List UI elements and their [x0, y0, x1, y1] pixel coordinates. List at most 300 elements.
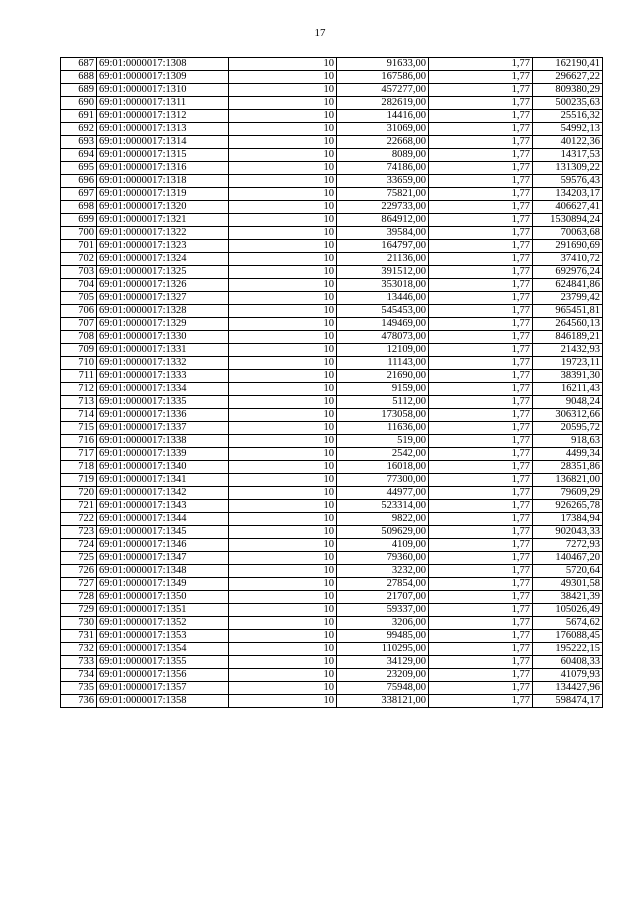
table-row: [61, 461, 603, 474]
value-cell: 134427,96: [533, 682, 603, 695]
area-cell: 519,00: [337, 435, 429, 448]
area-cell: 391512,00: [337, 266, 429, 279]
cadastral-number-cell: 69:01:0000017:1308: [97, 58, 229, 71]
value-cell: 1530894,24: [533, 214, 603, 227]
table-row: [61, 383, 603, 396]
row-number-cell: 705: [61, 292, 97, 305]
value-cell: 306312,66: [533, 409, 603, 422]
area-cell: 478073,00: [337, 331, 429, 344]
area-cell: 509629,00: [337, 526, 429, 539]
rate-cell: 1,77: [429, 240, 533, 253]
row-number-cell: 729: [61, 604, 97, 617]
group-cell: 10: [229, 552, 337, 565]
cadastral-number-cell: 69:01:0000017:1331: [97, 344, 229, 357]
table-row: [61, 474, 603, 487]
cadastral-number-cell: 69:01:0000017:1319: [97, 188, 229, 201]
value-cell: 21432,93: [533, 344, 603, 357]
table-row: [61, 617, 603, 630]
table-row: [61, 695, 603, 708]
rate-cell: 1,77: [429, 97, 533, 110]
cadastral-number-cell: 69:01:0000017:1356: [97, 669, 229, 682]
group-cell: 10: [229, 84, 337, 97]
value-cell: 809380,29: [533, 84, 603, 97]
table-row: [61, 227, 603, 240]
table-row: [61, 422, 603, 435]
rate-cell: 1,77: [429, 461, 533, 474]
table-row: [61, 565, 603, 578]
rate-cell: 1,77: [429, 318, 533, 331]
group-cell: 10: [229, 396, 337, 409]
cadastral-number-cell: 69:01:0000017:1347: [97, 552, 229, 565]
value-cell: 162190,41: [533, 58, 603, 71]
table-row: [61, 110, 603, 123]
table-row: [61, 539, 603, 552]
area-cell: 44977,00: [337, 487, 429, 500]
cadastral-number-cell: 69:01:0000017:1318: [97, 175, 229, 188]
rate-cell: 1,77: [429, 682, 533, 695]
group-cell: 10: [229, 526, 337, 539]
rate-cell: 1,77: [429, 292, 533, 305]
cadastral-number-cell: 69:01:0000017:1320: [97, 201, 229, 214]
cadastral-number-cell: 69:01:0000017:1337: [97, 422, 229, 435]
group-cell: 10: [229, 58, 337, 71]
rate-cell: 1,77: [429, 279, 533, 292]
cadastral-value-table: [60, 57, 603, 708]
area-cell: 4109,00: [337, 539, 429, 552]
value-cell: 131309,22: [533, 162, 603, 175]
rate-cell: 1,77: [429, 201, 533, 214]
value-cell: 134203,17: [533, 188, 603, 201]
area-cell: 21707,00: [337, 591, 429, 604]
value-cell: 195222,15: [533, 643, 603, 656]
cadastral-number-cell: 69:01:0000017:1355: [97, 656, 229, 669]
cadastral-number-cell: 69:01:0000017:1328: [97, 305, 229, 318]
rate-cell: 1,77: [429, 214, 533, 227]
row-number-cell: 708: [61, 331, 97, 344]
area-cell: 523314,00: [337, 500, 429, 513]
value-cell: 14317,53: [533, 149, 603, 162]
area-cell: 31069,00: [337, 123, 429, 136]
area-cell: 99485,00: [337, 630, 429, 643]
row-number-cell: 735: [61, 682, 97, 695]
group-cell: 10: [229, 227, 337, 240]
value-cell: 38391,30: [533, 370, 603, 383]
rate-cell: 1,77: [429, 84, 533, 97]
area-cell: 74186,00: [337, 162, 429, 175]
row-number-cell: 701: [61, 240, 97, 253]
area-cell: 34129,00: [337, 656, 429, 669]
area-cell: 149469,00: [337, 318, 429, 331]
area-cell: 39584,00: [337, 227, 429, 240]
group-cell: 10: [229, 162, 337, 175]
value-cell: 140467,20: [533, 552, 603, 565]
cadastral-number-cell: 69:01:0000017:1333: [97, 370, 229, 383]
row-number-cell: 714: [61, 409, 97, 422]
value-cell: 54992,13: [533, 123, 603, 136]
rate-cell: 1,77: [429, 448, 533, 461]
table-row: [61, 149, 603, 162]
rate-cell: 1,77: [429, 136, 533, 149]
table-row: [61, 162, 603, 175]
group-cell: 10: [229, 175, 337, 188]
table-row: [61, 84, 603, 97]
group-cell: 10: [229, 357, 337, 370]
rate-cell: 1,77: [429, 539, 533, 552]
area-cell: 282619,00: [337, 97, 429, 110]
rate-cell: 1,77: [429, 253, 533, 266]
area-cell: 21690,00: [337, 370, 429, 383]
row-number-cell: 732: [61, 643, 97, 656]
cadastral-number-cell: 69:01:0000017:1340: [97, 461, 229, 474]
value-cell: 406627,41: [533, 201, 603, 214]
group-cell: 10: [229, 97, 337, 110]
rate-cell: 1,77: [429, 695, 533, 708]
value-cell: 296627,22: [533, 71, 603, 84]
rate-cell: 1,77: [429, 149, 533, 162]
area-cell: 91633,00: [337, 58, 429, 71]
rate-cell: 1,77: [429, 578, 533, 591]
value-cell: 136821,00: [533, 474, 603, 487]
rate-cell: 1,77: [429, 487, 533, 500]
group-cell: 10: [229, 188, 337, 201]
table-row: [61, 578, 603, 591]
value-cell: 19723,11: [533, 357, 603, 370]
table-row: [61, 630, 603, 643]
value-cell: 291690,69: [533, 240, 603, 253]
area-cell: 8089,00: [337, 149, 429, 162]
group-cell: 10: [229, 214, 337, 227]
row-number-cell: 707: [61, 318, 97, 331]
row-number-cell: 722: [61, 513, 97, 526]
cadastral-number-cell: 69:01:0000017:1349: [97, 578, 229, 591]
group-cell: 10: [229, 513, 337, 526]
table-row: [61, 591, 603, 604]
row-number-cell: 698: [61, 201, 97, 214]
row-number-cell: 693: [61, 136, 97, 149]
rate-cell: 1,77: [429, 357, 533, 370]
rate-cell: 1,77: [429, 604, 533, 617]
row-number-cell: 702: [61, 253, 97, 266]
group-cell: 10: [229, 656, 337, 669]
cadastral-number-cell: 69:01:0000017:1321: [97, 214, 229, 227]
group-cell: 10: [229, 370, 337, 383]
cadastral-number-cell: 69:01:0000017:1352: [97, 617, 229, 630]
value-cell: 965451,81: [533, 305, 603, 318]
rate-cell: 1,77: [429, 617, 533, 630]
area-cell: 11143,00: [337, 357, 429, 370]
row-number-cell: 688: [61, 71, 97, 84]
group-cell: 10: [229, 539, 337, 552]
cadastral-number-cell: 69:01:0000017:1339: [97, 448, 229, 461]
area-cell: 13446,00: [337, 292, 429, 305]
cadastral-number-cell: 69:01:0000017:1312: [97, 110, 229, 123]
group-cell: 10: [229, 422, 337, 435]
table-row: [61, 682, 603, 695]
cadastral-number-cell: 69:01:0000017:1310: [97, 84, 229, 97]
area-cell: 2542,00: [337, 448, 429, 461]
cadastral-number-cell: 69:01:0000017:1327: [97, 292, 229, 305]
row-number-cell: 721: [61, 500, 97, 513]
value-cell: 264560,13: [533, 318, 603, 331]
row-number-cell: 727: [61, 578, 97, 591]
rate-cell: 1,77: [429, 71, 533, 84]
group-cell: 10: [229, 669, 337, 682]
area-cell: 16018,00: [337, 461, 429, 474]
value-cell: 28351,86: [533, 461, 603, 474]
value-cell: 20595,72: [533, 422, 603, 435]
group-cell: 10: [229, 630, 337, 643]
area-cell: 9159,00: [337, 383, 429, 396]
table-row: [61, 357, 603, 370]
value-cell: 926265,78: [533, 500, 603, 513]
table-row: [61, 123, 603, 136]
table-row: [61, 175, 603, 188]
area-cell: 3232,00: [337, 565, 429, 578]
area-cell: 167586,00: [337, 71, 429, 84]
rate-cell: 1,77: [429, 58, 533, 71]
value-cell: 902043,33: [533, 526, 603, 539]
row-number-cell: 703: [61, 266, 97, 279]
group-cell: 10: [229, 123, 337, 136]
area-cell: 33659,00: [337, 175, 429, 188]
value-cell: 846189,21: [533, 331, 603, 344]
cadastral-number-cell: 69:01:0000017:1353: [97, 630, 229, 643]
group-cell: 10: [229, 149, 337, 162]
row-number-cell: 689: [61, 84, 97, 97]
value-cell: 79609,29: [533, 487, 603, 500]
value-cell: 692976,24: [533, 266, 603, 279]
cadastral-number-cell: 69:01:0000017:1329: [97, 318, 229, 331]
rate-cell: 1,77: [429, 344, 533, 357]
group-cell: 10: [229, 474, 337, 487]
row-number-cell: 720: [61, 487, 97, 500]
row-number-cell: 694: [61, 149, 97, 162]
row-number-cell: 726: [61, 565, 97, 578]
rate-cell: 1,77: [429, 656, 533, 669]
rate-cell: 1,77: [429, 175, 533, 188]
row-number-cell: 723: [61, 526, 97, 539]
row-number-cell: 724: [61, 539, 97, 552]
area-cell: 79360,00: [337, 552, 429, 565]
row-number-cell: 716: [61, 435, 97, 448]
row-number-cell: 718: [61, 461, 97, 474]
table-row: [61, 214, 603, 227]
rate-cell: 1,77: [429, 630, 533, 643]
rate-cell: 1,77: [429, 669, 533, 682]
group-cell: 10: [229, 487, 337, 500]
table-row: [61, 201, 603, 214]
cadastral-number-cell: 69:01:0000017:1348: [97, 565, 229, 578]
rate-cell: 1,77: [429, 422, 533, 435]
cadastral-number-cell: 69:01:0000017:1354: [97, 643, 229, 656]
group-cell: 10: [229, 136, 337, 149]
value-cell: 5674,62: [533, 617, 603, 630]
cadastral-number-cell: 69:01:0000017:1325: [97, 266, 229, 279]
row-number-cell: 719: [61, 474, 97, 487]
cadastral-number-cell: 69:01:0000017:1351: [97, 604, 229, 617]
value-cell: 17384,94: [533, 513, 603, 526]
group-cell: 10: [229, 383, 337, 396]
table-row: [61, 526, 603, 539]
value-cell: 5720,64: [533, 565, 603, 578]
rate-cell: 1,77: [429, 500, 533, 513]
area-cell: 23209,00: [337, 669, 429, 682]
rate-cell: 1,77: [429, 227, 533, 240]
value-cell: 49301,58: [533, 578, 603, 591]
group-cell: 10: [229, 110, 337, 123]
group-cell: 10: [229, 565, 337, 578]
table-row: [61, 344, 603, 357]
table-row: [61, 292, 603, 305]
row-number-cell: 712: [61, 383, 97, 396]
table-row: [61, 370, 603, 383]
rate-cell: 1,77: [429, 188, 533, 201]
area-cell: 75821,00: [337, 188, 429, 201]
cadastral-number-cell: 69:01:0000017:1350: [97, 591, 229, 604]
cadastral-number-cell: 69:01:0000017:1326: [97, 279, 229, 292]
table-row: [61, 240, 603, 253]
cadastral-number-cell: 69:01:0000017:1311: [97, 97, 229, 110]
value-cell: 918,63: [533, 435, 603, 448]
table-row: [61, 552, 603, 565]
cadastral-number-cell: 69:01:0000017:1332: [97, 357, 229, 370]
value-cell: 38421,39: [533, 591, 603, 604]
table-row: [61, 409, 603, 422]
table-row: [61, 136, 603, 149]
group-cell: 10: [229, 240, 337, 253]
area-cell: 77300,00: [337, 474, 429, 487]
area-cell: 12109,00: [337, 344, 429, 357]
group-cell: 10: [229, 500, 337, 513]
row-number-cell: 695: [61, 162, 97, 175]
group-cell: 10: [229, 591, 337, 604]
group-cell: 10: [229, 461, 337, 474]
table-row: [61, 188, 603, 201]
table-row: [61, 669, 603, 682]
rate-cell: 1,77: [429, 552, 533, 565]
cadastral-number-cell: 69:01:0000017:1358: [97, 695, 229, 708]
value-cell: 7272,93: [533, 539, 603, 552]
row-number-cell: 697: [61, 188, 97, 201]
row-number-cell: 730: [61, 617, 97, 630]
value-cell: 500235,63: [533, 97, 603, 110]
group-cell: 10: [229, 71, 337, 84]
value-cell: 16211,43: [533, 383, 603, 396]
table-row: [61, 435, 603, 448]
cadastral-number-cell: 69:01:0000017:1342: [97, 487, 229, 500]
table-row: [61, 279, 603, 292]
area-cell: 59337,00: [337, 604, 429, 617]
table-row: [61, 305, 603, 318]
row-number-cell: 733: [61, 656, 97, 669]
group-cell: 10: [229, 617, 337, 630]
cadastral-number-cell: 69:01:0000017:1346: [97, 539, 229, 552]
table-row: [61, 448, 603, 461]
value-cell: 60408,33: [533, 656, 603, 669]
row-number-cell: 687: [61, 58, 97, 71]
value-cell: 4499,34: [533, 448, 603, 461]
area-cell: 21136,00: [337, 253, 429, 266]
value-cell: 41079,93: [533, 669, 603, 682]
row-number-cell: 706: [61, 305, 97, 318]
cadastral-number-cell: 69:01:0000017:1341: [97, 474, 229, 487]
area-cell: 14416,00: [337, 110, 429, 123]
row-number-cell: 692: [61, 123, 97, 136]
cadastral-number-cell: 69:01:0000017:1330: [97, 331, 229, 344]
value-cell: 40122,36: [533, 136, 603, 149]
cadastral-number-cell: 69:01:0000017:1316: [97, 162, 229, 175]
group-cell: 10: [229, 318, 337, 331]
rate-cell: 1,77: [429, 435, 533, 448]
row-number-cell: 715: [61, 422, 97, 435]
table-row: [61, 266, 603, 279]
cadastral-number-cell: 69:01:0000017:1338: [97, 435, 229, 448]
cadastral-number-cell: 69:01:0000017:1336: [97, 409, 229, 422]
rate-cell: 1,77: [429, 383, 533, 396]
value-cell: 25516,32: [533, 110, 603, 123]
group-cell: 10: [229, 201, 337, 214]
cadastral-number-cell: 69:01:0000017:1314: [97, 136, 229, 149]
rate-cell: 1,77: [429, 396, 533, 409]
area-cell: 173058,00: [337, 409, 429, 422]
row-number-cell: 696: [61, 175, 97, 188]
row-number-cell: 711: [61, 370, 97, 383]
row-number-cell: 728: [61, 591, 97, 604]
area-cell: 164797,00: [337, 240, 429, 253]
row-number-cell: 731: [61, 630, 97, 643]
rate-cell: 1,77: [429, 331, 533, 344]
cadastral-number-cell: 69:01:0000017:1335: [97, 396, 229, 409]
row-number-cell: 690: [61, 97, 97, 110]
table-row: [61, 513, 603, 526]
page-number: 17: [314, 27, 326, 39]
value-cell: 105026,49: [533, 604, 603, 617]
cadastral-number-cell: 69:01:0000017:1322: [97, 227, 229, 240]
area-cell: 338121,00: [337, 695, 429, 708]
group-cell: 10: [229, 409, 337, 422]
table-row: [61, 331, 603, 344]
row-number-cell: 736: [61, 695, 97, 708]
rate-cell: 1,77: [429, 643, 533, 656]
cadastral-number-cell: 69:01:0000017:1309: [97, 71, 229, 84]
group-cell: 10: [229, 604, 337, 617]
group-cell: 10: [229, 435, 337, 448]
group-cell: 10: [229, 279, 337, 292]
area-cell: 22668,00: [337, 136, 429, 149]
row-number-cell: 691: [61, 110, 97, 123]
group-cell: 10: [229, 331, 337, 344]
row-number-cell: 725: [61, 552, 97, 565]
group-cell: 10: [229, 253, 337, 266]
rate-cell: 1,77: [429, 110, 533, 123]
group-cell: 10: [229, 448, 337, 461]
row-number-cell: 700: [61, 227, 97, 240]
table-row: [61, 318, 603, 331]
row-number-cell: 709: [61, 344, 97, 357]
rate-cell: 1,77: [429, 123, 533, 136]
value-cell: 59576,43: [533, 175, 603, 188]
rate-cell: 1,77: [429, 513, 533, 526]
area-cell: 864912,00: [337, 214, 429, 227]
area-cell: 5112,00: [337, 396, 429, 409]
group-cell: 10: [229, 292, 337, 305]
table-row: [61, 500, 603, 513]
area-cell: 3206,00: [337, 617, 429, 630]
rate-cell: 1,77: [429, 305, 533, 318]
area-cell: 110295,00: [337, 643, 429, 656]
row-number-cell: 717: [61, 448, 97, 461]
rate-cell: 1,77: [429, 565, 533, 578]
